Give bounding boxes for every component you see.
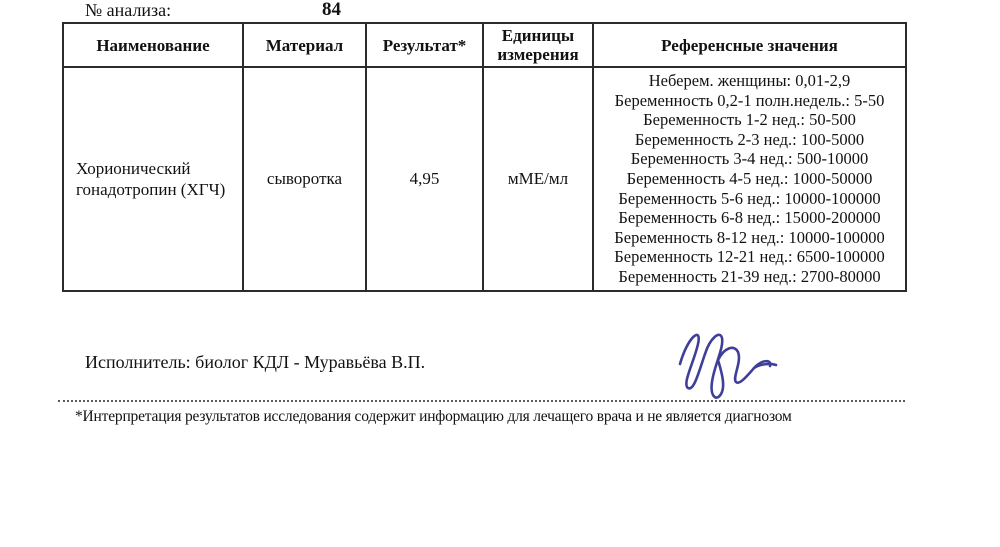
reference-line: Беременность 2-3 нед.: 100-5000 — [634, 129, 865, 149]
reference-line: Беременность 1-2 нед.: 50-500 — [643, 110, 856, 130]
dotted-divider — [58, 400, 905, 402]
reference-line: Беременность 4-5 нед.: 1000-50000 — [626, 168, 873, 188]
units-cell: мМЕ/мл — [483, 67, 593, 291]
results-table — [62, 22, 907, 292]
table-header-row — [63, 23, 906, 67]
signature-image — [658, 322, 783, 404]
column-header-material: Материал — [243, 23, 366, 67]
reference-values-list — [598, 71, 901, 287]
reference-line: Беременность 12-21 нед.: 6500-100000 — [614, 247, 885, 267]
column-header-reference: Референсные значения — [593, 23, 906, 67]
analysis-number-value: 84 — [322, 0, 341, 20]
reference-line: Беременность 8-12 нед.: 10000-100000 — [614, 227, 885, 247]
executor-label: Исполнитель: биолог КДЛ - Муравьёва В.П. — [85, 352, 426, 372]
reference-values-cell — [593, 67, 906, 291]
material-cell: сыворотка — [243, 67, 366, 291]
analysis-number-label: № анализа: — [85, 0, 172, 20]
table-row — [63, 67, 906, 291]
reference-line: Неберем. женщины: 0,01-2,9 — [648, 71, 851, 90]
interpretation-footnote: *Интерпретация результатов исследования содержит информацию для лечащего врача и не является диагнозом — [75, 408, 792, 425]
column-header-units: Единицы измерения — [483, 23, 593, 67]
reference-line: Беременность 0,2-1 полн.недель.: 5-50 — [614, 90, 885, 110]
reference-line: Беременность 3-4 нед.: 500-10000 — [630, 149, 869, 169]
reference-line: Беременность 21-39 нед.: 2700-80000 — [618, 266, 881, 286]
result-cell: 4,95 — [366, 67, 483, 291]
column-header-result: Результат* — [366, 23, 483, 67]
reference-line: Беременность 5-6 нед.: 10000-100000 — [618, 188, 881, 208]
column-header-name: Наименование — [63, 23, 243, 67]
analyte-name-cell: Хорионический гонадотропин (ХГЧ) — [63, 67, 243, 291]
reference-line: Беременность 6-8 нед.: 15000-200000 — [618, 208, 881, 228]
